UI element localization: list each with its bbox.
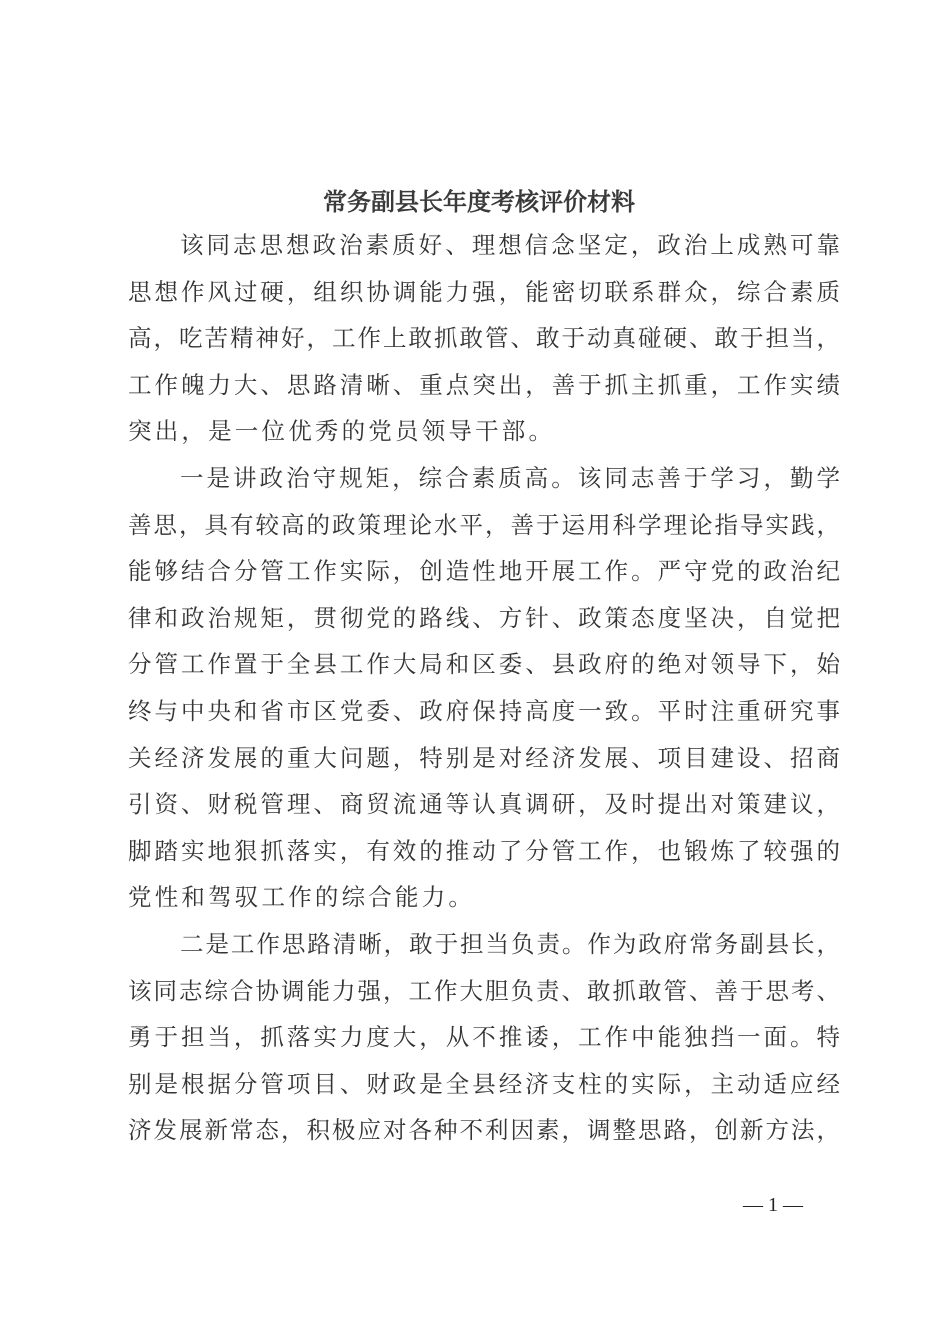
text-line: 勇于担当，抓落实力度大，从不推诿，工作中能独挡一面。特 <box>128 1023 840 1052</box>
paragraph-politics <box>128 459 840 925</box>
text-line: 终与中央和省市区党委、政府保持高度一致。平时注重研究事 <box>128 696 840 725</box>
text-line: 能够结合分管工作实际，创造性地开展工作。严守党的政治纪 <box>128 557 840 586</box>
text-line: 党性和驾驭工作的综合能力。 <box>128 883 476 912</box>
paragraph-intro <box>128 226 840 459</box>
page-number: — 1 — <box>743 1194 803 1216</box>
text-line: 济发展新常态，积极应对各种不利因素，调整思路，创新方法， <box>128 1116 840 1145</box>
document-body <box>128 226 840 1158</box>
text-line: 工作魄力大、思路清晰、重点突出，善于抓主抓重，工作实绩 <box>128 370 840 399</box>
document-title: 常务副县长年度考核评价材料 <box>323 187 635 216</box>
text-line: 该同志综合协调能力强，工作大胆负责、敢抓敢管、善于思考、 <box>128 976 840 1005</box>
text-line: 律和政治规矩，贯彻党的路线、方针、政策态度坚决，自觉把 <box>128 603 840 632</box>
text-line: 分管工作置于全县工作大局和区委、县政府的绝对领导下，始 <box>128 650 840 679</box>
text-line: 一是讲政治守规矩，综合素质高。该同志善于学习，勤学 <box>180 463 840 492</box>
text-line: 突出，是一位优秀的党员领导干部。 <box>128 417 556 446</box>
paragraph-work-approach <box>128 925 840 1158</box>
text-line: 关经济发展的重大问题，特别是对经济发展、项目建设、招商 <box>128 743 840 772</box>
text-line: 善思，具有较高的政策理论水平，善于运用科学理论指导实践， <box>128 510 840 539</box>
text-line: 别是根据分管项目、财政是全县经济支柱的实际，主动适应经 <box>128 1069 840 1098</box>
text-line: 脚踏实地狠抓落实，有效的推动了分管工作，也锻炼了较强的 <box>128 836 840 865</box>
text-line: 引资、财税管理、商贸流通等认真调研，及时提出对策建议， <box>128 790 840 819</box>
text-line: 思想作风过硬，组织协调能力强，能密切联系群众，综合素质 <box>128 277 840 306</box>
text-line: 二是工作思路清晰，敢于担当负责。作为政府常务副县长， <box>180 929 840 958</box>
text-line: 高，吃苦精神好，工作上敢抓敢管、敢于动真碰硬、敢于担当， <box>128 324 840 353</box>
text-line: 该同志思想政治素质好、理想信念坚定，政治上成熟可靠 <box>180 231 840 259</box>
